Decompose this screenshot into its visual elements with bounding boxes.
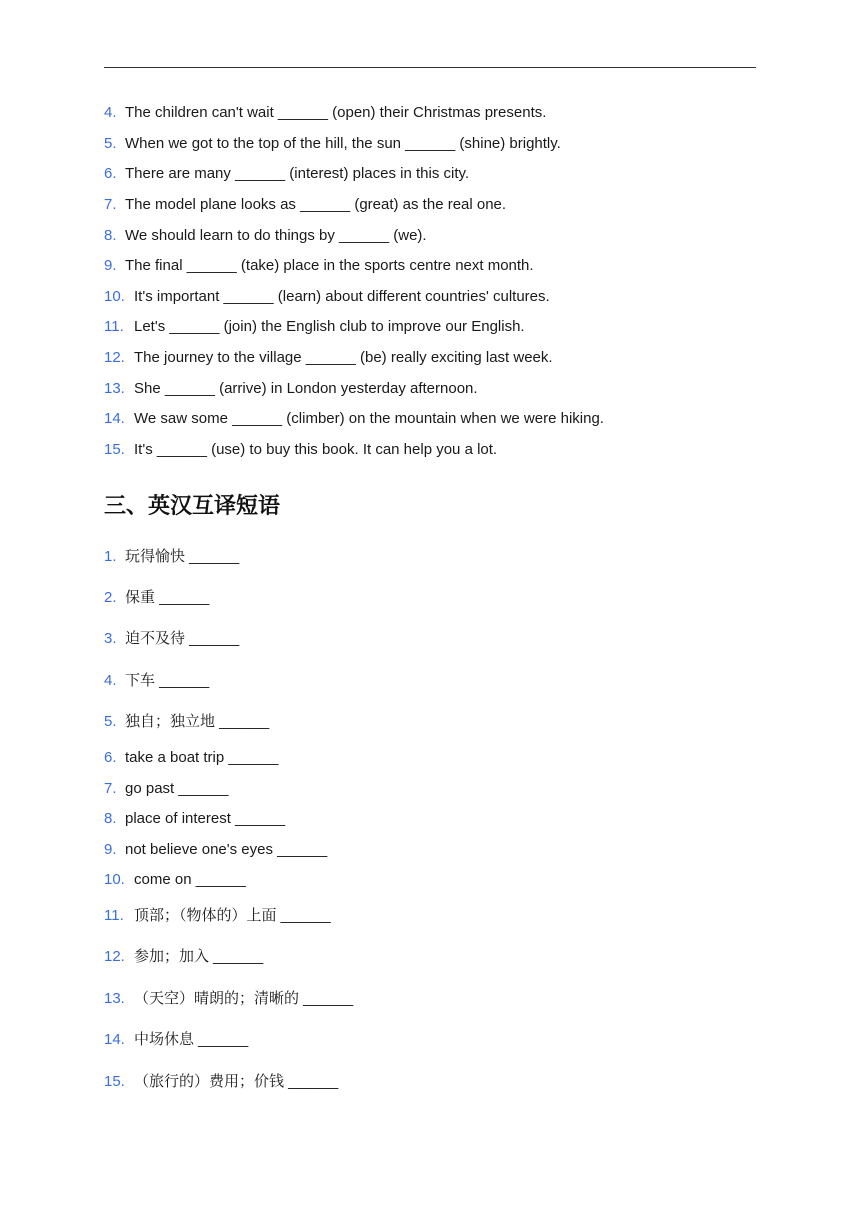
item-text: 迫不及待 ______ (125, 630, 240, 647)
item-text: 独自；独立地 ______ (125, 713, 270, 730)
item-text: 参加；加入 ______ (134, 948, 264, 965)
item-text: 中场休息 ______ (134, 1031, 249, 1048)
list-item (104, 349, 553, 367)
item-text: It's important ______ (learn) about different countries' cultures. (134, 288, 550, 305)
item-number: 9. (104, 257, 117, 274)
list-item (104, 441, 497, 459)
list-item (104, 318, 525, 336)
item-number: 2. (104, 589, 117, 606)
item-number: 14. (104, 410, 125, 427)
item-text: 下车 ______ (125, 672, 210, 689)
item-number: 14. (104, 1031, 125, 1048)
item-number: 4. (104, 104, 117, 121)
list-item (104, 780, 228, 798)
item-number: 12. (104, 349, 125, 366)
item-text: （旅行的）费用；价钱 ______ (134, 1073, 339, 1090)
item-text: The model plane looks as ______ (great) as the real one. (125, 196, 507, 213)
list-item (104, 841, 327, 859)
list-item (104, 871, 246, 889)
list-item (104, 990, 353, 1008)
list-item (104, 810, 285, 828)
item-number: 11. (104, 907, 124, 924)
item-text: go past ______ (125, 780, 229, 797)
list-item (104, 380, 478, 398)
item-text: We should learn to do things by ______ (we). (125, 227, 427, 244)
item-text: The journey to the village ______ (be) really exciting last week. (134, 349, 553, 366)
item-number: 10. (104, 288, 125, 305)
item-number: 9. (104, 841, 117, 858)
item-number: 4. (104, 672, 117, 689)
list-item (104, 630, 239, 648)
item-text: The children can't wait ______ (open) their Christmas presents. (125, 104, 547, 121)
item-text: We saw some ______ (climber) on the mountain when we were hiking. (134, 410, 604, 427)
item-text: 顶部；（物体的）上面 ______ (134, 907, 331, 924)
list-item (104, 1073, 338, 1091)
header-rule (104, 67, 756, 68)
item-text: not believe one's eyes ______ (125, 841, 328, 858)
item-number: 7. (104, 780, 117, 797)
list-item (104, 589, 209, 607)
item-number: 5. (104, 713, 117, 730)
item-text: It's ______ (use) to buy this book. It can help you a lot. (134, 441, 498, 458)
list-item (104, 227, 427, 245)
item-text: come on ______ (134, 871, 246, 888)
list-item (104, 672, 209, 690)
list-item (104, 196, 506, 214)
list-item (104, 1031, 248, 1049)
item-number: 10. (104, 871, 125, 888)
item-number: 11. (104, 318, 124, 335)
list-item (104, 257, 534, 275)
item-text: There are many ______ (interest) places in this city. (125, 165, 470, 182)
item-text: （天空）晴朗的；清晰的 ______ (134, 990, 354, 1007)
item-text: take a boat trip ______ (125, 749, 279, 766)
list-item (104, 749, 278, 767)
list-item (104, 135, 561, 153)
item-text: 保重 ______ (125, 589, 210, 606)
item-text: The final ______ (take) place in the sports centre next month. (125, 257, 534, 274)
item-number: 6. (104, 165, 117, 182)
item-text: Let's ______ (join) the English club to improve our English. (134, 318, 525, 335)
item-text: place of interest ______ (125, 810, 286, 827)
item-number: 7. (104, 196, 117, 213)
item-number: 15. (104, 441, 125, 458)
list-item (104, 288, 550, 306)
list-item (104, 104, 546, 122)
item-number: 6. (104, 749, 117, 766)
list-item (104, 165, 469, 183)
item-number: 3. (104, 630, 117, 647)
item-number: 5. (104, 135, 117, 152)
section-heading: 三、英汉互译短语 (104, 493, 281, 518)
list-item (104, 548, 239, 566)
item-number: 13. (104, 380, 125, 397)
item-number: 13. (104, 990, 125, 1007)
item-number: 8. (104, 227, 117, 244)
item-number: 15. (104, 1073, 125, 1090)
list-item (104, 948, 263, 966)
item-number: 1. (104, 548, 117, 565)
item-number: 8. (104, 810, 117, 827)
list-item (104, 713, 269, 731)
item-text: 玩得愉快 ______ (125, 548, 240, 565)
item-text: When we got to the top of the hill, the sun ______ (shine) brightly. (125, 135, 561, 152)
item-text: She ______ (arrive) in London yesterday afternoon. (134, 380, 478, 397)
item-number: 12. (104, 948, 125, 965)
list-item (104, 410, 604, 428)
list-item (104, 907, 331, 925)
